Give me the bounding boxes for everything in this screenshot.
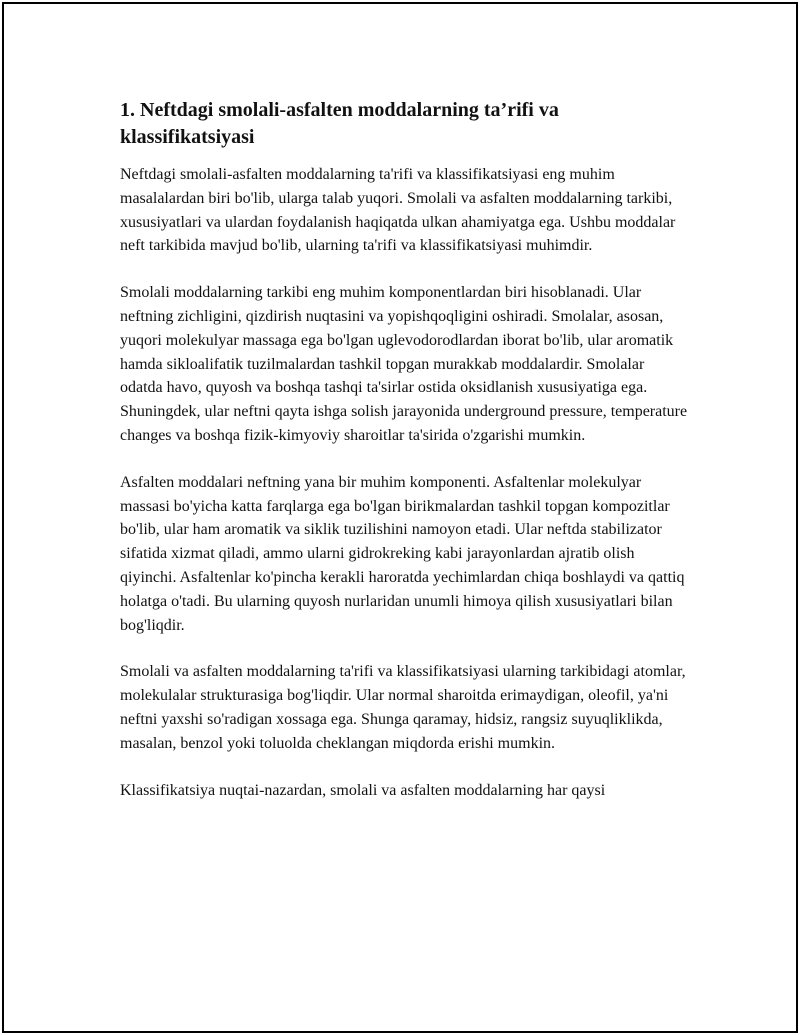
- paragraph-3: Asfalten moddalari neftning yana bir muhim komponenti. Asfaltenlar molekulyar massasi bo'yicha katta farqlarga ega bo'lgan birikmalardan tashkil topgan kompozitlar bo'lib, ular ham aromatik va siklik tuzilishini namoyon etadi. Ular neftda stabilizator sifatida xizmat qiladi, ammo ularni gidrokreking kabi jarayonlardan ajratib olish qiyinchi. Asfaltenlar ko'pincha kerakli haroratda yechimlardan chiqa boshlaydi va qattiq holatga o'tadi. Bu ularning quyosh nurlaridan unumli himoya qilish xususiyatlari bilan bog'liqdir.: [120, 473, 685, 634]
- paragraph-5: Klassifikatsiya nuqtai-nazardan, smolali va asfalten moddalarning har qaysi: [120, 781, 606, 799]
- document-page: [2, 2, 798, 1033]
- document-body: [120, 97, 690, 825]
- paragraph-2: Smolali moddalarning tarkibi eng muhim komponentlardan biri hisoblanadi. Ular neftning zichligini, qizdirish nuqtasini va yopishqoqligini oshiradi. Smolalar, asosan, yuqori molekulyar massaga ega bo'lgan uglevodorodlardan iborat bo'lib, ular aromatik hamda sikloalifatik tuzilmalardan tashkil topgan murakkab moddalardir. Smolalar odatda havo, quyosh va boshqa tashqi ta'sirlar ostida oksidlanish xususiyatiga ega. Shuningdek, ular neftni qayta ishga solish jarayonida underground pressure, temperature changes va boshqa fizik-kimyoviy sharoitlar ta'sirida o'zgarishi mumkin.: [120, 284, 688, 444]
- section-heading: 1. Neftdagi smolali-asfalten moddalarning ta’rifi va klassifikatsiyasi: [120, 99, 559, 148]
- paragraph-1: Neftdagi smolali-asfalten moddalarning ta'rifi va klassifikatsiyasi eng muhim masalalardan biri bo'lib, ularga talab yuqori. Smolali va asfalten moddalarning tarkibi, xususiyatlari va ulardan foydalanish haqiqatda ulkan ahamiyatga ega. Ushbu moddalar neft tarkibida mavjud bo'lib, ularning ta'rifi va klassifikatsiyasi muhimdir.: [120, 166, 676, 255]
- paragraph-4: Smolali va asfalten moddalarning ta'rifi va klassifikatsiyasi ularning tarkibidagi atomlar, molekulalar strukturasiga bog'liqdir. Ular normal sharoitda erimaydigan, oleofil, ya'ni neftni yaxshi so'radigan xossaga ega. Shunga qaramay, hidsiz, rangsiz suyuqliklikda, masalan, benzol yoki toluolda cheklangan miqdorda erishi mumkin.: [120, 663, 686, 752]
